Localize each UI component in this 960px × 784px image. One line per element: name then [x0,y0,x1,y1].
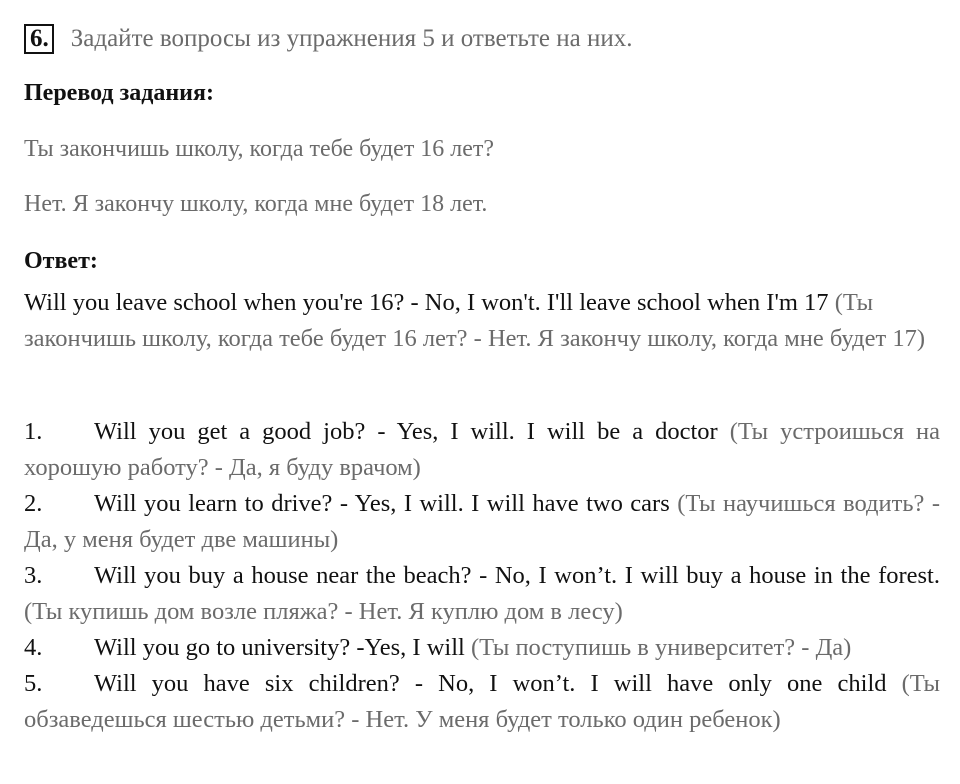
task-header [24,22,632,56]
list-item [24,630,940,666]
list-item [24,666,940,738]
item-russian: (Ты купишь дом возле пляжа? - Нет. Я куплю дом в лесу) [24,598,623,625]
item-english: Will you buy a house near the beach? - No, I won’t. I will buy a house in the forest. [94,562,940,589]
translation-answer: Нет. Я закончу школу, когда мне будет 18 лет. [24,191,488,217]
item-english: Will you go to university? -Yes, I will [94,634,465,661]
task-instruction: Задайте вопросы из упражнения 5 и ответьте на них. [70,25,633,52]
item-number: 3. [24,562,43,589]
item-english: Will you learn to drive? - Yes, I will. I will have two cars [94,490,670,517]
answer-russian: (Ты закончишь школу, когда тебе будет 16 лет? - Нет. Я закончу школу, когда мне будет 17) [24,289,925,352]
item-russian: (Ты научишься водить? - Да, у меня будет две машины) [24,490,941,553]
item-english: Will you have six children? - No, I won’t. I will have only one child [94,670,887,697]
item-number: 1. [24,418,43,445]
item-number: 2. [24,490,43,517]
task-number-box: 6. [24,24,54,54]
item-russian: (Ты поступишь в университет? - Да) [470,634,852,661]
answer-list [24,414,940,738]
answer-paragraph [24,285,940,357]
list-item [24,558,940,630]
translation-question: Ты закончишь школу, когда тебе будет 16 лет? [24,136,495,162]
translation-heading: Перевод задания: [24,80,214,106]
item-number: 4. [24,634,43,661]
answer-english: Will you leave school when you're 16? - No, I won't. I'll leave school when I'm 17 [24,289,829,316]
item-english: Will you get a good job? - Yes, I will. I will be a doctor [94,418,718,445]
list-item [24,414,940,486]
item-russian: (Ты устроишься на хорошую работу? - Да, я буду врачом) [24,418,940,481]
item-russian: (Ты обзаведешься шестью детьми? - Нет. У меня будет только один ребенок) [24,670,941,733]
list-item [24,486,940,558]
answer-heading: Ответ: [24,248,98,274]
item-number: 5. [24,670,43,697]
